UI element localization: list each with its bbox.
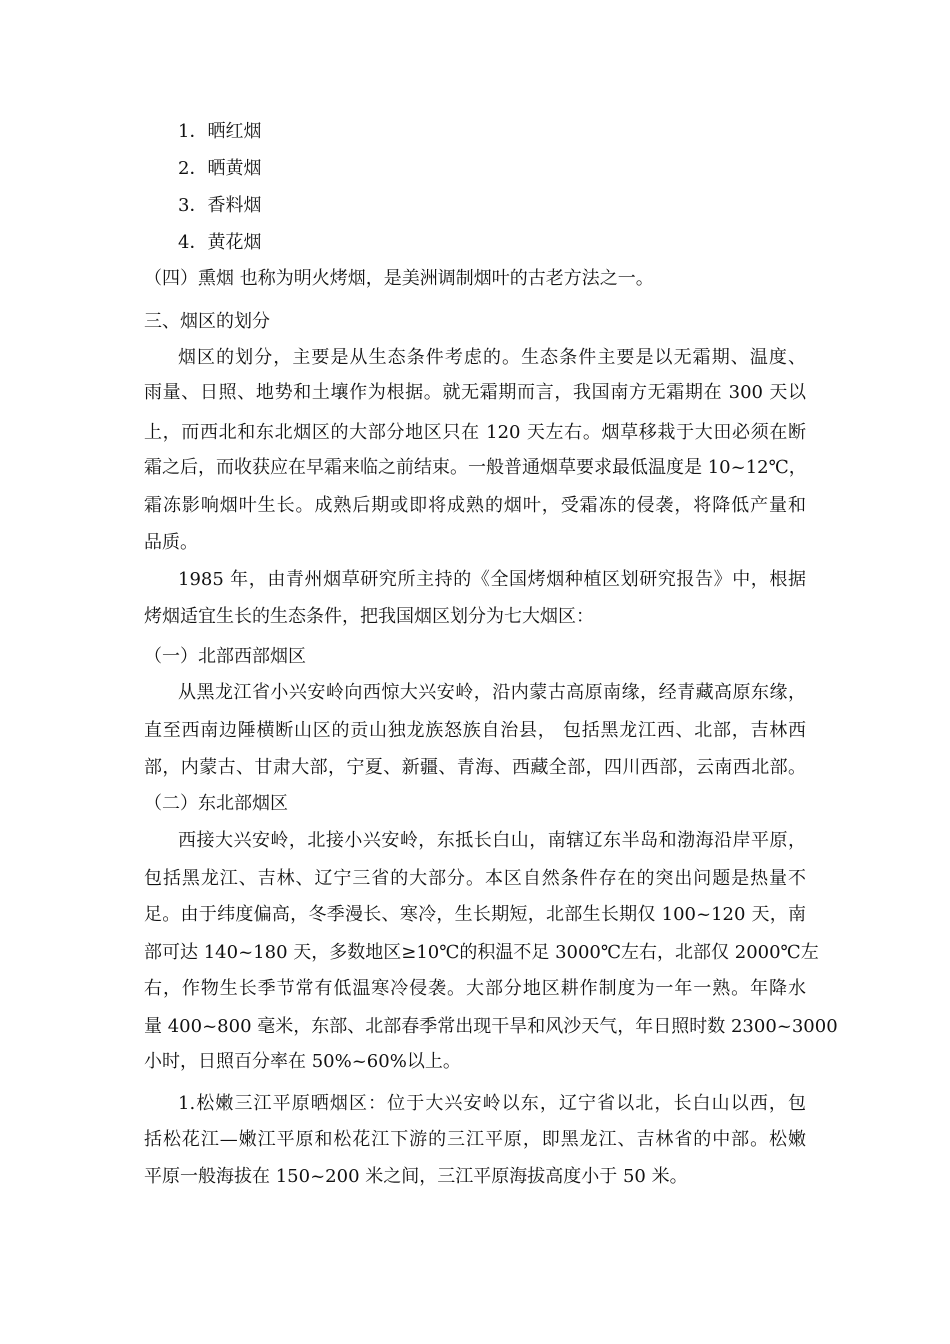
paragraph-line: 霜冻影响烟叶生长。成熟后期或即将成熟的烟叶，受霜冻的侵袭，将降低产量和 [144, 495, 806, 516]
paragraph-line: 量 400~800 毫米，东部、北部春季常出现干旱和风沙天气，年日照时数 2300~3000 [144, 1016, 838, 1037]
list-item: 3．香料烟 [178, 195, 262, 216]
subsection-heading: （一）北部西部烟区 [144, 646, 306, 667]
paragraph-line: 1985 年，由青州烟草研究所主持的《全国烤烟种植区划研究报告》中，根据 [178, 569, 806, 590]
paragraph-line: 烟区的划分，主要是从生态条件考虑的。生态条件主要是以无霜期、温度、 [178, 347, 806, 368]
paragraph-line: 括松花江—嫩江平原和松花江下游的三江平原，即黑龙江、吉林省的中部。松嫩 [144, 1129, 806, 1150]
section-heading: 三、烟区的划分 [144, 311, 270, 332]
paragraph-line: 小时，日照百分率在 50%~60%以上。 [144, 1051, 461, 1072]
paragraph-line: 雨量、日照、地势和土壤作为根据。就无霜期而言，我国南方无霜期在 300 天以 [144, 382, 806, 403]
list-item: 4．黄花烟 [178, 232, 262, 253]
paragraph-line: 烤烟适宜生长的生态条件，把我国烟区划分为七大烟区： [144, 606, 594, 627]
paragraph-line: 部，内蒙古、甘肃大部，宁夏、新疆、青海、西藏全部，四川西部，云南西北部。 [144, 757, 806, 778]
paragraph-line: 从黑龙江省小兴安岭向西惊大兴安岭，沿内蒙古高原南缘，经青藏高原东缘， [178, 682, 806, 703]
paragraph-line: 霜之后，而收获应在早霜来临之前结束。一般普通烟草要求最低温度是 10~12℃， [144, 457, 807, 478]
paragraph-line: 包括黑龙江、吉林、辽宁三省的大部分。本区自然条件存在的突出问题是热量不 [144, 868, 806, 889]
paragraph-line: 西接大兴安岭，北接小兴安岭，东抵长白山，南辖辽东半岛和渤海沿岸平原， [178, 830, 806, 851]
paragraph-line: 1.松嫩三江平原晒烟区：位于大兴安岭以东，辽宁省以北，长白山以西，包 [178, 1093, 806, 1114]
paragraph-line: 平原一般海拔在 150~200 米之间，三江平原海拔高度小于 50 米。 [144, 1166, 688, 1187]
section-heading: （四）熏烟 也称为明火烤烟，是美洲调制烟叶的古老方法之一。 [144, 268, 654, 289]
paragraph-line: 部可达 140~180 天，多数地区≥10℃的积温不足 3000℃左右，北部仅 2000℃左 [144, 942, 819, 963]
paragraph-line: 上，而西北和东北烟区的大部分地区只在 120 天左右。烟草移栽于大田必须在断 [144, 422, 806, 443]
subsection-heading: （二）东北部烟区 [144, 793, 288, 814]
paragraph-line: 足。由于纬度偏高，冬季漫长、寒冷，生长期短，北部生长期仅 100~120 天，南 [144, 904, 806, 925]
list-item: 1．晒红烟 [178, 121, 262, 142]
paragraph-line: 右，作物生长季节常有低温寒冷侵袭。大部分地区耕作制度为一年一熟。年降水 [144, 978, 806, 999]
paragraph-line: 品质。 [144, 532, 198, 553]
paragraph-line: 直至西南边陲横断山区的贡山独龙族怒族自治县， 包括黑龙江西、北部，吉林西 [144, 720, 806, 741]
list-item: 2．晒黄烟 [178, 158, 262, 179]
